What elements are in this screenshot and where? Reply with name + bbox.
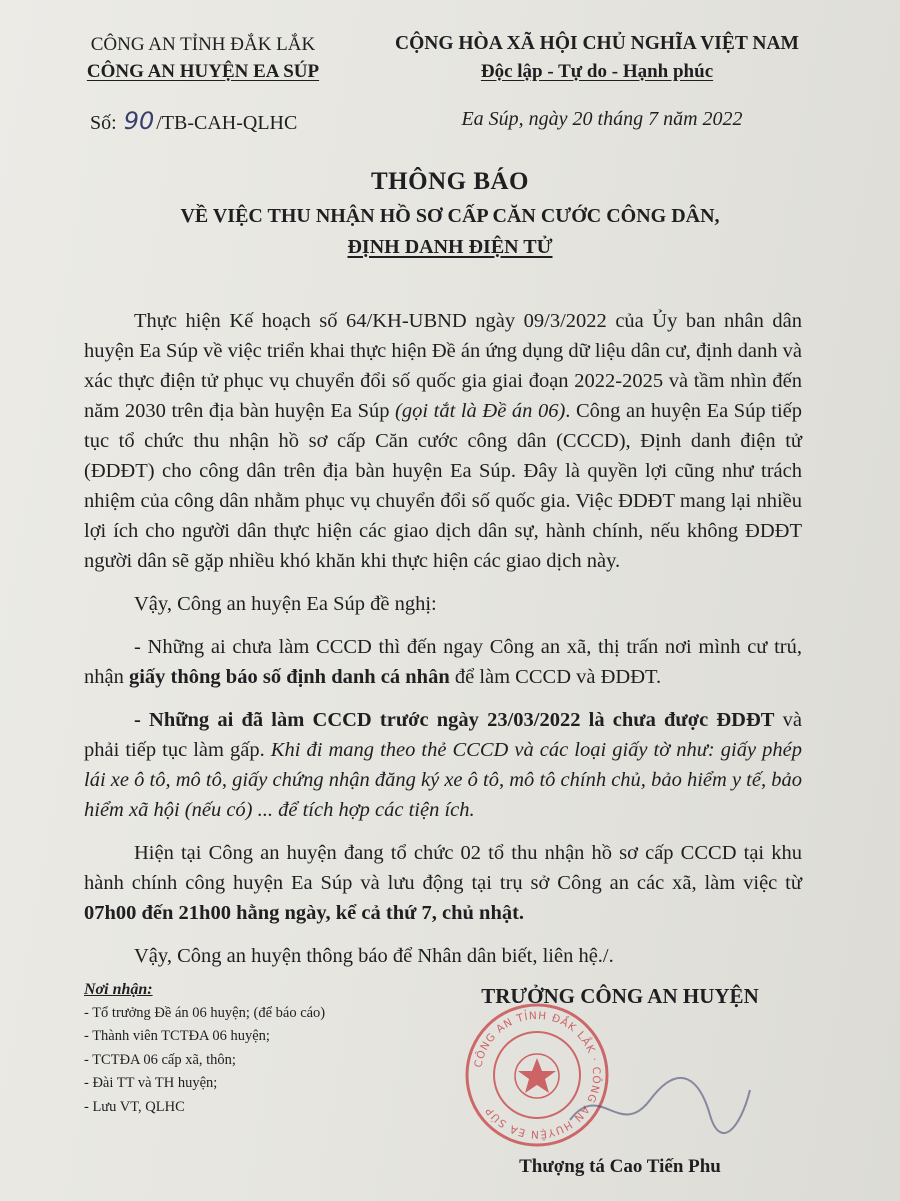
recipient-item: - TCTĐA 06 cấp xã, thôn; [84, 1051, 236, 1068]
agency-parent: CÔNG AN TỈNH ĐẮK LẮK [90, 34, 316, 55]
document-number: Số: 90 /TB-CAH-QLHC [90, 107, 298, 135]
doc-subtitle-line1: VỀ VIỆC THU NHẬN HỒ SƠ CẤP CĂN CƯỚC CÔNG DÂN, [180, 205, 720, 227]
doc-title: THÔNG BÁO [371, 168, 529, 195]
paragraph-1: Thực hiện Kế hoạch số 64/KH-UBND ngày 09/3/2022 của Ủy ban nhân dân huyện Ea Súp về việc triển khai thực hiện Đề án ứng dụng dữ liệu dân cư, định danh và xác thực điện tử phục vụ chuyển đổi số quốc gia giai đoạn 2022-2025 và tầm nhìn đến năm 2030 trên địa bàn huyện Ea Súp (gọi tắt là Đề án 06). Công an huyện Ea Súp tiếp tục tổ chức thu nhận hồ sơ cấp Căn cước công dân (CCCD), Định danh điện tử (ĐDĐT) cho công dân trên địa bàn huyện Ea Súp. Đây là quyền lợi cũng như trách nhiệm của công dân nhằm phục vụ chuyển đổi số quốc gia. Việc ĐDĐT mang lại nhiều lợi ích cho người dân thực hiện các giao dịch dân sự, hành chính, nếu không ĐDĐT người dân sẽ gặp nhiều khó khăn khi thực hiện các giao dịch này. [84, 310, 802, 572]
place-date: Ea Súp, ngày 20 tháng 7 năm 2022 [461, 108, 743, 130]
paragraph-6: Vậy, Công an huyện thông báo để Nhân dân biết, liên hệ./. [134, 945, 614, 967]
recipient-item: - Đài TT và TH huyện; [84, 1075, 218, 1091]
recipient-item: - Lưu VT, QLHC [84, 1098, 185, 1115]
paragraph-5: Hiện tại Công an huyện đang tổ chức 02 tổ thu nhận hồ sơ cấp CCCD tại khu hành chính công huyện Ea Súp và lưu động tại trụ sở Công an các xã, làm việc từ 07h00 đến 21h00 hằng ngày, kể cả thứ 7, chủ nhật. [84, 842, 802, 924]
recipients-title: Nơi nhận: [84, 981, 153, 998]
recipients-block [84, 978, 424, 1119]
doc-subtitle-line2: ĐỊNH DANH ĐIỆN TỬ [347, 236, 553, 258]
signature-scribble [560, 1060, 760, 1150]
paragraph-2: Vậy, Công an huyện Ea Súp đề nghị: [134, 593, 437, 615]
paragraph-3: - Những ai chưa làm CCCD thì đến ngay Công an xã, thị trấn nơi mình cư trú, nhận giấy thông báo số định danh cá nhân để làm CCCD và ĐDĐT. [84, 636, 802, 688]
signer-name: Thượng tá Cao Tiến Phu [519, 1156, 721, 1177]
document-body [84, 306, 802, 984]
national-motto: Độc lập - Tự do - Hạnh phúc [480, 61, 714, 82]
paragraph-4: - Những ai đã làm CCCD trước ngày 23/03/2022 là chưa được ĐDĐT và phải tiếp tục làm gấp. Khi đi mang theo thẻ CCCD và các loại giấy tờ như: giấy phép lái xe ô tô, mô tô, giấy chứng nhận đăng ký xe ô tô, mô tô chính chủ, bảo hiểm y tế, bảo hiểm xã hội (nếu có) ... để tích hợp các tiện ích. [84, 709, 802, 821]
recipient-item: - Tổ trưởng Đề án 06 huyện; (để báo cáo) [84, 1004, 326, 1021]
handwritten-number: 90 [123, 107, 155, 135]
signer-position: TRƯỞNG CÔNG AN HUYỆN [481, 984, 759, 1008]
svg-text:CÔNG AN TỈNH ĐẮK LẮK · CÔNG AN: CÔNG AN TỈNH ĐẮK LẮK · CÔNG AN HUYỆN EA SÚP [472, 1009, 603, 1141]
national-title: CỘNG HÒA XÃ HỘI CHỦ NGHĨA VIỆT NAM [395, 33, 799, 54]
recipient-item: - Thành viên TCTĐA 06 huyện; [84, 1028, 270, 1044]
agency-name: CÔNG AN HUYỆN EA SÚP [86, 61, 320, 82]
